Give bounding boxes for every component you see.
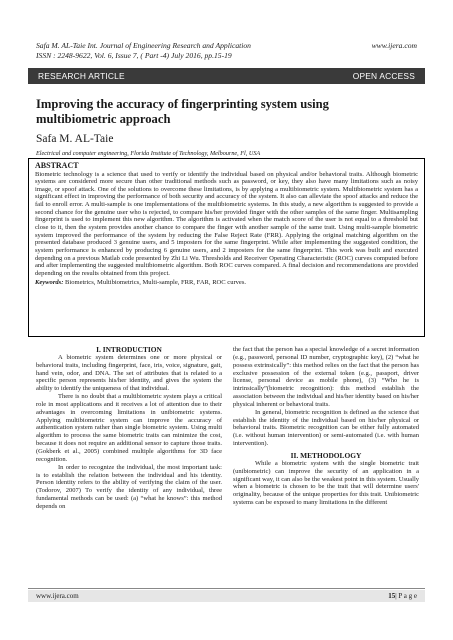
journal-header bbox=[36, 41, 251, 61]
methodology-paragraph: While a biometric system with the single biometric trait (unibiometric) can improve the security of an application in a significant way, it can also be the weakest point in this system. Usually when a biometric is chosen to be the trait that will determine users' originality, because of the unique properties for this trait. Unibiometric systems can be exposed to many limitations in the different bbox=[233, 459, 419, 507]
keywords-line bbox=[35, 279, 418, 287]
keywords-label: Keywords: bbox=[35, 278, 64, 286]
introduction-heading: I. INTRODUCTION bbox=[96, 345, 162, 354]
intro-paragraph: In general, biometric recognition is defined as the science that establish the identity of the individual based on his/her physical or behavioral traits. Biometric recognition can be either fully automated (i.e. without human intervention) or semi-automated (i.e. with human intervention). bbox=[233, 408, 419, 448]
abstract-box bbox=[28, 158, 425, 337]
right-column bbox=[233, 346, 419, 507]
page-number bbox=[388, 592, 417, 600]
footer-divider bbox=[28, 588, 425, 589]
page-footer bbox=[28, 590, 425, 602]
abstract-heading: ABSTRACT bbox=[35, 161, 79, 170]
abstract-text: Biometric technology is a science that used to verify or identify the individual based on physical and/or behavioral traits. Although biometric systems are considered more secure than other traditional methods such as password, or key, they also have many limitations such as noisy image, or spoof attack. One of the solutions to overcome these limitations, is by applying a multibiometric system. Multibiometric system has a significant effect in improving the performance of both security and accuracy of the system. It also can alleviate the spoof attacks and reduce the fail to enroll error. A multi-sample is one implementations of the multibiometric systems. In this study, a new algorithm is suggested to provide a second chance for the genuine user who is rejected, to compare his/her provided finger with the other samples of the same finger. Multisampling fingerprint is used to implement this new algorithm. The algorithm is activated when the match score of the user is not equal to a threshold but close to it, then the system provides another chance to compare the finger with another sample of the same trait. Using multi-sample biometric system improved the performance of the system by reducing the False Reject Rate (FRR). Applying the original matching algorithm on the presented database produced 3 genuine users, and 5 imposters for the same fingerprint. While after implementing the suggested condition, the system performance is enhanced by producing 6 genuine users, and 2 imposters for the same fingerprint. This work was built and executed depending on a previous Matlab code presented by Zhi Li Wu. Thresholds and Receiver Operating Characteristic (ROC) curves computed before and after implementing the suggested multibiometric algorithm. Both ROC curves compared. A final decision and recommendations are provided depending on the results obtained from this project. bbox=[35, 170, 418, 278]
paper-title: Improving the accuracy of fingerprinting system using multibiometric approach bbox=[36, 97, 329, 126]
article-type-banner bbox=[28, 68, 425, 84]
intro-paragraph: In order to recognize the individual, the most important task: is to establish the relation between the individual and his identity. Person identity refers to the ability of verifying the claim of the user. (Todorov, 2007) To verify the identity of any individual, three fundamental methods can be used: (a) “what he knows”: this method depends on bbox=[36, 463, 222, 510]
left-column bbox=[36, 346, 222, 511]
methodology-heading: II. METHODOLOGY bbox=[290, 450, 362, 460]
page-number-value: 15 bbox=[388, 592, 396, 600]
author-name: Safa M. AL-Taie bbox=[36, 133, 114, 145]
author-affiliation: Electrical and computer engineering, Florida Institute of Technology, Melbourne, Fl, USA bbox=[36, 150, 261, 157]
journal-citation: Safa M. AL-Taie Int. Journal of Engineering Research and Application bbox=[36, 41, 251, 50]
header-website-link[interactable]: www.ijera.com bbox=[371, 41, 417, 50]
keywords-list: Biometrics, Multibiometrics, Multi-sample, FRR, FAR, ROC curves. bbox=[63, 278, 247, 286]
open-access-label: OPEN ACCESS bbox=[352, 71, 415, 81]
intro-paragraph: There is no doubt that a multibiometric system plays a critical role in most applications and it receives a lot of attention due to their advantages in overcoming limitations in unibiometric systems. Applying multibiometric system can improve the accuracy of authentication system rather than single biometric system. Using multi algorithm to process the same biometric traits can minimize the cost, because it does not require an additional sensor to capture those traits. (Gokberk et al., 2005) combined multiple algorithms for 3D face recognition. bbox=[36, 393, 222, 463]
page-word: | P a g e bbox=[395, 592, 417, 600]
footer-website-link[interactable]: www.ijera.com bbox=[36, 592, 79, 600]
research-article-label: RESEARCH ARTICLE bbox=[38, 71, 125, 81]
intro-continued-paragraph: the fact that the person has a special knowledge of a secret information (e.g., password, personal ID number, cryptographic key), (2) “what he possess extrinsically”: this method relies on the fact that the person has exclusive possession of the external token (e.g., passport, driver license, personal device as mobile phone), (3) “Who he is intrinsically”(biometric recognition): this method establish the association between the individual and his/her identity based on his/her physical inherent or behavioral traits. bbox=[233, 346, 419, 408]
intro-paragraph: A biometric system determines one or more physical or behavioral traits, including fingerprint, face, iris, voice, signature, gait, hand vein, odor, and DNA. The set of attributes that is related to a specific person represents his/her identity, and gives the system the ability to identify the uniqueness of that individual. bbox=[36, 353, 222, 393]
issn-line: ISSN : 2248-9622, Vol. 6, Issue 7, ( Part -4) July 2016, pp.15-19 bbox=[36, 51, 232, 60]
